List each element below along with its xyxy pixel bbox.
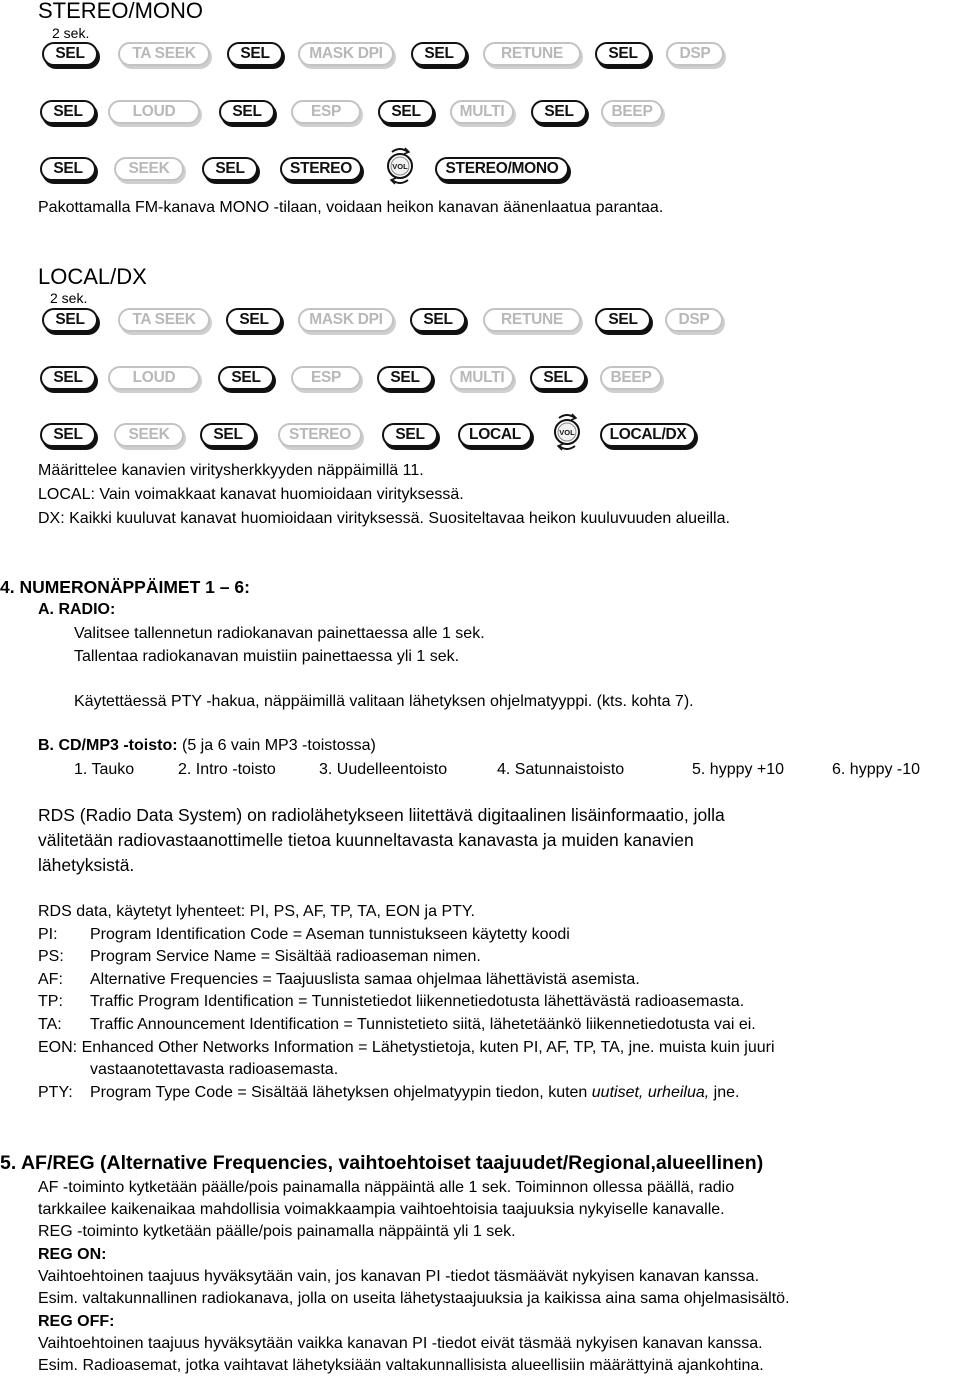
afreg-line: tarkkailee kaikenaikaa mahdollisia voimakkaampia vaihtoehtoisia taajuuksia nykyiselle kanavalle.: [38, 1201, 725, 1218]
abbr-value: Program Identification Code = Aseman tunnistukseen käytetty koodi: [90, 926, 570, 943]
sel-button[interactable]: SEL: [377, 366, 433, 390]
abbr-key: AF:: [38, 971, 63, 988]
abbr-key: PI:: [38, 926, 58, 943]
sel-button[interactable]: SEL: [411, 42, 467, 66]
rds-pty-row: [38, 1084, 739, 1102]
retune-button[interactable]: RETUNE: [483, 308, 581, 332]
sel-button[interactable]: SEL: [226, 308, 282, 332]
sel-button[interactable]: SEL: [595, 42, 651, 66]
sel-button[interactable]: SEL: [410, 308, 466, 332]
cd-item: 5. hyppy +10: [692, 761, 785, 778]
cd-item: 2. Intro -toisto: [178, 761, 276, 778]
volume-knob-icon[interactable]: [383, 146, 417, 186]
abbr-key: PS:: [38, 948, 64, 965]
afreg-title: 5. AF/REG (Alternative Frequencies, vaihtoehtoiset taajuudet/Regional,alueellinen): [0, 1152, 764, 1174]
rds-intro-line: lähetyksistä.: [38, 855, 135, 875]
sel-button[interactable]: SEL: [40, 157, 96, 181]
rds-pi-row: [38, 926, 570, 944]
stereo-button[interactable]: STEREO: [278, 423, 362, 447]
abbr-key: TP:: [38, 993, 63, 1010]
rds-intro-line: välitetään radiovastaanottimelle tietoa kuunneltavasta kanavasta ja muiden kanavien: [38, 830, 694, 850]
cd-mp3-note: (5 ja 6 vain MP3 -toistossa): [177, 737, 376, 754]
stereo-mono-title: STEREO/MONO: [38, 0, 204, 23]
sel-button[interactable]: SEL: [40, 423, 96, 447]
abbr-key: TA:: [38, 1016, 62, 1033]
reg-off-line: Esim. Radioasemat, jotka vaihtavat lähetyksiään valtakunnallisista alueellisiin määrättyinä ajankohtina.: [38, 1357, 764, 1374]
abbr-value: Program Service Name = Sisältää radioaseman nimen.: [90, 948, 481, 965]
mask-dpi-button[interactable]: MASK DPI: [298, 42, 394, 66]
local-desc-line: DX: Kaikki kuuluvat kanavat huomioidaan virityksessä. Suositeltavaa heikon kuuluvuuden alueilla.: [38, 510, 730, 527]
esp-button[interactable]: ESP: [291, 100, 361, 124]
hold-time-label: 2 sek.: [52, 25, 90, 41]
cd-mp3-line: [38, 737, 376, 755]
local-desc-line: Määrittelee kanavien viritysherkkyyden näppäimillä 11.: [38, 462, 424, 479]
afreg-line: AF -toiminto kytketään päälle/pois painamalla näppäintä alle 1 sek. Toiminnon ollessa päällä, radio: [38, 1179, 735, 1196]
retune-button[interactable]: RETUNE: [483, 42, 581, 66]
radio-line: Tallentaa radiokanavan muistiin painettaessa yli 1 sek.: [74, 648, 460, 665]
sel-button[interactable]: SEL: [40, 100, 96, 124]
sel-button[interactable]: SEL: [42, 42, 98, 66]
sel-button[interactable]: SEL: [40, 366, 96, 390]
cd-item: 3. Uudelleentoisto: [319, 761, 448, 778]
stereo-mono-button[interactable]: STEREO/MONO: [435, 157, 569, 181]
mask-dpi-button[interactable]: MASK DPI: [298, 308, 394, 332]
sel-button[interactable]: SEL: [595, 308, 651, 332]
stereo-description: Pakottamalla FM-kanava MONO -tilaan, voidaan heikon kanavan äänenlaatua parantaa.: [38, 199, 664, 216]
reg-off-label: REG OFF:: [38, 1313, 115, 1330]
pty-note: Käytettäessä PTY -hakua, näppäimillä valitaan lähetyksen ohjelmatyyppi. (kts. kohta 7).: [74, 693, 694, 710]
abbr-value: Traffic Announcement Identification = Tunnistetieto siitä, lähetetäänkö liikennetiedotusta vai ei.: [90, 1016, 756, 1033]
cd-item: 4. Satunnaistoisto: [497, 761, 625, 778]
multi-button[interactable]: MULTI: [450, 366, 514, 390]
vol-label: VOL: [392, 162, 408, 171]
rds-af-row: [38, 971, 640, 989]
abbr-key: PTY:: [38, 1084, 73, 1101]
seek-button[interactable]: SEEK: [114, 157, 184, 181]
sel-button[interactable]: SEL: [42, 308, 98, 332]
sel-button[interactable]: SEL: [382, 423, 438, 447]
reg-off-line: Vaihtoehtoinen taajuus hyväksytään vaikka kanavan PI -tiedot eivät täsmää nykyisen kanavan kanssa.: [38, 1335, 763, 1352]
sel-button[interactable]: SEL: [219, 100, 275, 124]
stereo-button[interactable]: STEREO: [280, 157, 362, 181]
beep-button[interactable]: BEEP: [601, 100, 663, 124]
sel-button[interactable]: SEL: [531, 100, 587, 124]
local-dx-title: LOCAL/DX: [38, 264, 147, 289]
sel-button[interactable]: SEL: [530, 366, 586, 390]
abbr-value: Alternative Frequencies = Taajuuslista samaa ohjelmaa lähettävistä asemista.: [90, 971, 640, 988]
abbr-value-italic: uutiset, urheilua,: [591, 1084, 710, 1101]
loud-button[interactable]: LOUD: [108, 366, 200, 390]
rds-eon-line: EON: Enhanced Other Networks Information = Lähetystietoja, kuten PI, AF, TP, TA, jne. muista kuin juuri: [38, 1039, 775, 1056]
sel-button[interactable]: SEL: [200, 423, 256, 447]
abbr-value: Program Type Code = Sisältää lähetyksen ohjelmatyypin tiedon, kuten: [90, 1084, 592, 1101]
local-desc-line: LOCAL: Vain voimakkaat kanavat huomioidaan virityksessä.: [38, 486, 464, 503]
ta-seek-button[interactable]: TA SEEK: [118, 42, 210, 66]
reg-on-line: Esim. valtakunnallinen radiokanava, jolla on useita lähetystaajuuksia ja kaikissa aina sama ohjelmasisältö.: [38, 1290, 790, 1307]
local-button[interactable]: LOCAL: [458, 423, 532, 447]
multi-button[interactable]: MULTI: [450, 100, 514, 124]
sel-button[interactable]: SEL: [218, 366, 274, 390]
rds-ta-row: [38, 1016, 756, 1034]
vol-label: VOL: [559, 428, 575, 437]
volume-knob-icon[interactable]: [550, 412, 584, 452]
dsp-button[interactable]: DSP: [665, 308, 723, 332]
radio-line: Valitsee tallennetun radiokanavan painettaessa alle 1 sek.: [74, 625, 485, 642]
ta-seek-button[interactable]: TA SEEK: [118, 308, 210, 332]
rds-abbr-title: RDS data, käytetyt lyhenteet: PI, PS, AF, TP, TA, EON ja PTY.: [38, 903, 475, 920]
dsp-button[interactable]: DSP: [666, 42, 724, 66]
hold-time-label: 2 sek.: [50, 290, 88, 306]
sel-button[interactable]: SEL: [227, 42, 283, 66]
numeron-title: 4. NUMERONÄPPÄIMET 1 – 6:: [0, 577, 250, 597]
seek-button[interactable]: SEEK: [114, 423, 184, 447]
afreg-line: REG -toiminto kytketään päälle/pois painamalla näppäintä yli 1 sek.: [38, 1223, 516, 1240]
reg-on-line: Vaihtoehtoinen taajuus hyväksytään vain, jos kanavan PI -tiedot täsmäävät nykyisen kanavan kanssa.: [38, 1268, 760, 1285]
local-dx-button[interactable]: LOCAL/DX: [600, 423, 696, 447]
abbr-value-end: jne.: [709, 1084, 740, 1101]
cd-mp3-label: B. CD/MP3 -toisto:: [38, 737, 178, 754]
sel-button[interactable]: SEL: [378, 100, 434, 124]
loud-button[interactable]: LOUD: [108, 100, 200, 124]
sel-button[interactable]: SEL: [202, 157, 258, 181]
cd-item: 1. Tauko: [74, 761, 135, 778]
esp-button[interactable]: ESP: [291, 366, 361, 390]
beep-button[interactable]: BEEP: [600, 366, 662, 390]
cd-item: 6. hyppy -10: [832, 761, 921, 778]
rds-intro-line: RDS (Radio Data System) on radiolähetykseen liitettävä digitaalinen lisäinformaatio, jolla: [38, 805, 725, 825]
rds-ps-row: [38, 948, 481, 966]
radio-label: A. RADIO:: [38, 601, 116, 618]
rds-eon-cont: vastaanotettavasta radioasemasta.: [90, 1061, 339, 1078]
abbr-value: Traffic Program Identification = Tunnistetiedot liikennetiedotusta lähettävästä radioasemasta.: [90, 993, 745, 1010]
rds-tp-row: [38, 993, 744, 1011]
reg-on-label: REG ON:: [38, 1246, 107, 1263]
